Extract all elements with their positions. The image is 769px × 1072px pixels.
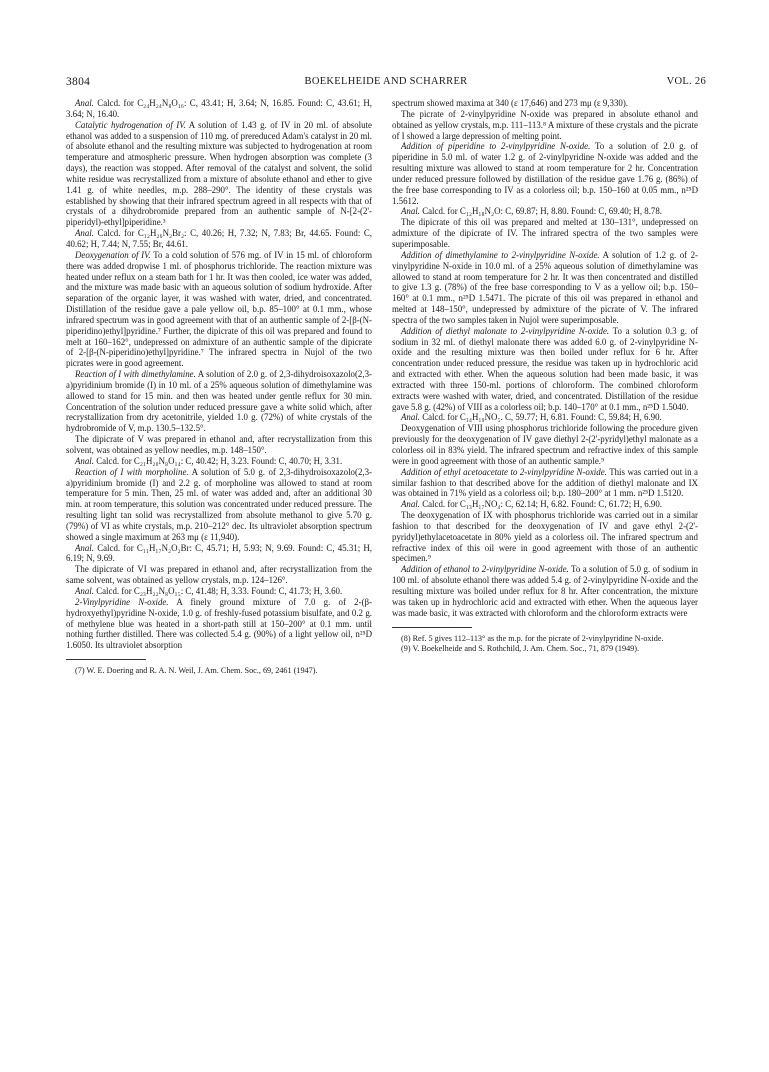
paragraph-text: Calcd. for C₁₄H₁₉NO₅. C, 59.77; H, 6.81. Found: C, 59.84; H, 6.90. [419, 412, 662, 423]
paragraph [66, 586, 372, 597]
paragraph [392, 423, 698, 466]
paragraph [392, 467, 698, 500]
paragraph-lead: Anal. [401, 412, 420, 423]
paragraph-text: A solution of 2.0 g. of 2,3-dihydroisoxazolo(2,3-a)pyridinium bromide (I) in 10 ml. of a 25% aqueous solution of dimethylamine was allowed to stand for 15 min. and then was heated under gentle reflux for 30 min. Concentration of the solution under reduced pressure gave a white solid which, after recrystallization from dry acetonitrile, yielded 1.0 g. (72%) of white crystals of the hydrobromide of V, m.p. 130.5–132.5°. [66, 369, 372, 434]
paragraph-text: This was carried out in a similar fashion to that described above for the addition of diethyl malonate and IX was obtained in 71% yield as a colorless oil; b.p. 180–200° at 1 mm. n²⁵D 1.5120. [392, 466, 698, 499]
paragraph [392, 98, 698, 109]
paragraph-text: The deoxygenation of IX with phosphorus trichloride was carried out in a similar fashion to that described for the deoxygenation of IV and gave ethyl 2-(2'-pyridyl)ethylacetoacetate in 80% yield as a colorless oil. The infrared spectrum and refractive index of this oil were in good agreement with those of an authentic specimen.⁹ [392, 510, 698, 564]
paragraph-text: Calcd. for C₁₁H₁₇N₂O₂Br: C, 45.71; H, 5.93; N, 9.69. Found: C, 45.31; H, 6.19; N, 9.69. [66, 542, 372, 564]
footnote: (9) V. Boekelheide and S. Rothchild, J. Am. Chem. Soc., 71, 879 (1949). [401, 643, 640, 653]
paragraph-lead: Anal. [75, 228, 94, 239]
paragraph-lead: Reaction of I with morpholine. [75, 466, 189, 477]
paragraph [392, 206, 698, 217]
paragraph [66, 228, 372, 250]
paragraph [66, 120, 372, 228]
paragraph-text: To a solution 0.3 g. of sodium in 32 ml. of diethyl malonate there was added 6.0 g. of 2-vinylpyridine N-oxide and the resulting mixture was then boiled under reflux for 6 hr. After concentration under reduced pressure, the residue was taken up in hydrochloric acid and extracted with ether. When the aqueous solution had been made basic, it was extracted with three 150-ml. portions of chloroform. The combined chloroform extracts were washed with water, dried, and concentrated. Distillation of the residue gave 5.8 g. (42%) of VIII as a colorless oil; b.p. 140–170° at 0.1 mm., n²⁵D 1.5040. [392, 325, 698, 412]
footnote-rule [66, 659, 146, 660]
paragraph-text: A finely ground mixture of 7.0 g. of 2-(β-hydroxyethyl)pyridine N-oxide, 1.0 g. of freshly-fused potassium bisulfate, and 0.2 g. of methylene blue was heated in a short-path still at 150–200° at 0.1 mm. until nothing further distilled. There was collected 5.4 g. (90%) of a light yellow oil, n²⁵D 1.6050. Its ultraviolet absorption [66, 596, 372, 651]
paragraph [66, 564, 372, 586]
paragraph-text: Calcd. for C₁₃H₁₇NO₄: C, 62.14; H, 6.82. Found: C, 61.72; H, 6.90. [419, 499, 663, 510]
paragraph-text: Deoxygenation of VIII using phosphorus trichloride following the procedure given previously for the deoxygenation of IV gave diethyl 2-(2'-pyridyl)ethyl malonate as a colorless oil in 83% yield. The infrared spectrum and refractive index of this sample were in good agreement with those of an authentic sample.⁹ [392, 423, 698, 466]
paragraph-text: A solution of 1.43 g. of IV in 20 ml. of absolute ethanol was added to a suspension of 110 mg. of prereduced Adam's catalyst in 20 ml. of absolute ethanol and the resulting mixture was subjected to hydrogenation at room temperature and atmospheric pressure. When hydrogen absorption was complete (3 days), the reaction was stopped. After removal of the catalyst and solvent, the solid white residue was recrystallized from a mixture of absolute ethanol and ether to give 1.41 g. of white needles, m.p. 288–290°. The identity of these crystals was established by showing that their infrared spectrum agreed in all respects with that of crystals of a dihydrobromide prepared from an authentic sample of N-[2-(2'-piperidyl)-ethyl]piperidine.³ [66, 119, 372, 228]
left-column [66, 98, 372, 1058]
paragraph-text: The picrate of 2-vinylpyridine N-oxide was prepared in absolute ethanol and obtained as yellow crystals, m.p. 111–113.⁸ A mixture of these crystals and the picrate of I showed a large depression of melting point. [392, 108, 698, 141]
paragraph-lead: Anal. [401, 499, 420, 510]
paragraph [66, 434, 372, 456]
paragraph-text: Calcd. for C₁₂H₂₆N₂Br₂: C, 40.26; H, 7.32; N, 7.83; Br, 44.65. Found: C, 40.62; H, 7.44; N, 7.55; Br, 44.61. [66, 228, 372, 249]
paragraph-lead: Addition of piperidine to 2-vinylpyridine N-oxide. [401, 141, 591, 152]
paragraph-lead: Anal. [75, 585, 94, 596]
paragraph [392, 499, 698, 510]
paragraph-text: Calcd. for C₂₃H₂₂N₈O₁₅: C, 41.48; H, 3.33. Found: C, 41.73; H, 3.60. [93, 585, 343, 596]
paragraph-lead: Reaction of I with dimethylamine. [75, 369, 196, 380]
paragraph-lead: Deoxygenation of IV. [75, 249, 151, 260]
paragraph-text: Calcd. for C₂₁H₂₀N₈O₁₄: C, 40.42; H, 3.23. Found: C, 40.70; H, 3.31. [93, 455, 343, 466]
paragraph-text: To a solution of 5.0 g. of sodium in 100 ml. of absolute ethanol there was added 5.4 g. of 2-vinylpyridine N-oxide and the resulting mixture was boiled under reflux for 8 hr. After concentration, the mixture was taken up in hydrochloric acid and extracted with ether. When the aqueous layer was made basic, it was extracted with chloroform and the chloroform extracts were [392, 564, 698, 618]
paragraph-text: The dipicrate of this oil was prepared and melted at 130–131°, undepressed on admixture of the dipicrate of IV. The infrared spectra of the two samples were superimposable. [392, 217, 698, 249]
paragraph [392, 217, 698, 250]
right-column [392, 98, 698, 1058]
footnotes [392, 627, 698, 654]
paragraph [392, 250, 698, 326]
paragraph [392, 141, 698, 206]
footnote: (8) Ref. 5 gives 112–113° as the m.p. for the picrate of 2-vinylpyridine N-oxide. [401, 633, 664, 643]
paragraph-text: A solution of 5.0 g. of 2,3-dihydroisoxazolo(2,3-a)pyridinium bromide (I) and 2.2 g. of morpholine was allowed to stand at room temperature for 5 min. Then, 25 ml. of water was added and, after an additional 30 min. at room temperature, this solution was concentrated under reduced pressure. The resulting light tan solid was recrystallized from absolute methanol to give 5.70 g. (79%) of VI as white crystals, m.p. 210–212° dec. Its ultraviolet absorption spectrum showed a single maximum at 263 mμ (ε 11,940). [66, 466, 372, 542]
paragraph-text: A solution of 1.2 g. of 2-vinylpyridine N-oxide in 10.0 ml. of a 25% aqueous solution of dimethylamine was allowed to stand at room temperature for 2 hr. It was then concentrated and distilled to give 1.3 g. (78%) of the free base corresponding to V as a yellow oil; b.p. 150–160° at 0.1 mm., n²⁵D 1.5471. The picrate of this oil was prepared in ethanol and melted at 148–150°, undepressed by admixture of the picrate of V. The infrared spectra of the two samples taken in Nujol were superimposable. [392, 249, 698, 325]
paragraph-lead: 2-Vinylpyridine N-oxide. [75, 596, 169, 607]
paragraph [66, 543, 372, 565]
paragraph-text: To a solution of 2.0 g. of piperidine in 5.0 ml. of water 1.2 g. of 2-vinylpyridine N-oxide was added and the resulting mixture was allowed to stand at room temperature for 2 hr. Concentration under reduced pressure followed by distillation of the residue gave 1.76 g. (86%) of the free base corresponding to IV as a colorless oil; b.p. 150–160 at 0.05 mm., n²⁵D 1.5612. [392, 141, 698, 206]
paragraph [392, 326, 698, 413]
page-number: 3804 [66, 76, 91, 88]
paragraph-lead: Anal. [401, 206, 420, 217]
paragraph-lead: Addition of diethyl malonate to 2-vinylpyridine N-oxide. [401, 325, 610, 336]
footnotes [66, 659, 372, 676]
paragraph-text: The dipicrate of VI was prepared in ethanol and, after recrystallization from the same solvent, was obtained as yellow crystals, m.p. 124–126°. [66, 564, 372, 586]
page-header [66, 76, 706, 90]
paragraph [392, 564, 698, 618]
paragraph [392, 510, 698, 564]
paragraph-lead: Catalytic hydrogenation of IV. [75, 119, 186, 130]
running-title: BOEKELHEIDE AND SCHARRER [304, 76, 468, 87]
paragraph [66, 597, 372, 651]
paragraph-lead: Anal. [75, 542, 94, 553]
paragraph-lead: Addition of dimethylamine to 2-vinylpyridine N-oxide. [401, 249, 600, 260]
paragraph [392, 109, 698, 142]
paragraph-text: The dipicrate of V was prepared in ethanol and, after recrystallization from this solvent, was obtained as yellow needles, m.p. 148–150°. [66, 434, 372, 455]
paragraph-text: Calcd. for C₂₄H₂₄N₈O₁₆: C, 43.41; H, 3.64; N, 16.85. Found: C, 43.61; H, 3.64; N, 16.40. [66, 98, 372, 119]
paragraph [66, 369, 372, 434]
paragraph-lead: Addition of ethanol to 2-vinylpyridine N-oxide. [401, 564, 569, 575]
footnote: (7) W. E. Doering and R. A. N. Weil, J. Am. Chem. Soc., 69, 2461 (1947). [75, 666, 318, 676]
paragraph-lead: Anal. [75, 98, 94, 108]
paragraph [66, 98, 372, 120]
paragraph-text: To a cold solution of 576 mg. of IV in 15 ml. of chloroform there was added dropwise 1 ml. of phosphorus trichloride. The reaction mixture was heated under reflux on a steam bath for 1 hr. It was then cooled, ice water was added, and the mixture was made basic with an aqueous solution of sodium hydroxide. After separation of the organic layer, it was washed with water, dried, and concentrated. Distillation of the residue gave a pale yellow oil, b.p. 85–100° at 0.1 mm., whose infrared spectrum was in good agreement with that of an authentic sample of 2-[β-(N-piperidino)ethyl]pyridine.⁷ Further, the dipicrate of this oil was prepared and found to melt at 160–162°, undepressed on admixture of an authentic sample of the dipicrate of 2-[β-(N-piperidino)ethyl]pyridine.⁷ The infrared spectra in Nujol of the two picrates were in good agreement. [66, 249, 372, 369]
paragraph [66, 467, 372, 543]
paragraph-text: Calcd. for C₁₂H₁₈N₂O: C, 69.87; H, 8.80. Found: C, 69.40; H, 8.78. [419, 206, 663, 217]
paragraph-lead: Anal. [75, 455, 94, 466]
paragraph [392, 412, 698, 423]
paragraph [66, 250, 372, 369]
footnote-rule [392, 627, 472, 628]
volume-label: VOL. 26 [666, 76, 706, 87]
paragraph-text: spectrum showed maxima at 340 (ε 17,646) and 273 mμ (ε 9,330). [392, 98, 629, 108]
paragraph [66, 456, 372, 467]
paragraph-lead: Addition of ethyl acetoacetate to 2-vinylpyridine N-oxide. [401, 466, 607, 477]
